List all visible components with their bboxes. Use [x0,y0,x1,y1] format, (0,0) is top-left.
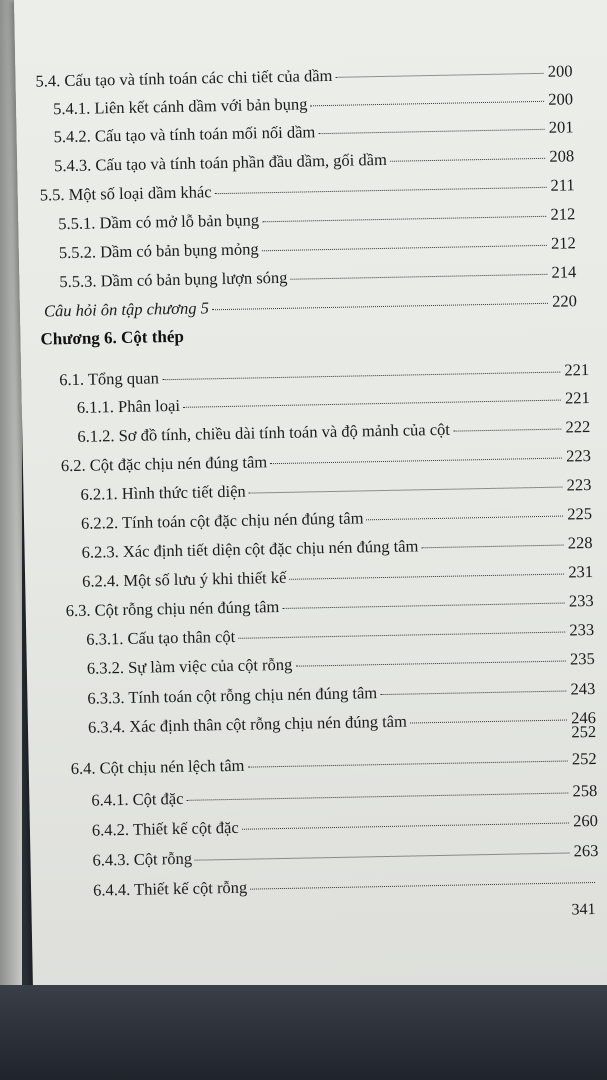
toc-entry-page: 235 [569,648,595,669]
toc-entry-title: 6.4. Cột chịu nén lệch tâm [70,755,245,779]
toc-entry-6-2-2 [81,504,592,534]
toc-entry-review-5 [44,291,577,321]
toc-entry-page: 214 [551,262,577,282]
toc-entry-page: 263 [573,840,599,861]
toc-entry-title: 6.3. Cột rỗng chịu nén đúng tâm [65,597,280,621]
toc-entry-6-2-3 [81,533,592,563]
toc-entry-page: 228 [567,532,593,553]
toc-entry-title: 6.2. Cột đặc chịu nén đúng tâm [60,452,268,476]
toc-entry-5-5-2 [59,233,576,263]
toc-entry-title: 6.3.1. Cấu tạo thân cột [86,626,236,649]
toc-entry-title: 6.3.2. Sự làm việc của cột rỗng [86,654,293,678]
book-page [14,0,607,1000]
toc-entry-page: 223 [565,446,592,466]
toc-entry-page: 243 [570,678,596,699]
toc-entry-6-3-3 [87,679,595,709]
toc-entry-page: 223 [566,475,592,495]
toc-entry-page: 208 [549,146,575,166]
toc-entry-6-1-2 [77,417,590,447]
toc-entry-5-4-2 [53,117,573,147]
toc-entry-page: 212 [550,204,576,224]
toc-entry-page: 200 [547,61,573,81]
toc-entry-page: 246 [570,707,597,728]
toc-entry-title: 5.5.2. Dầm có bản bụng mỏng [58,239,259,263]
toc-entry-page: 260 [572,810,599,831]
chapter-heading: Chương 6. Cột thép [40,326,185,349]
toc-entry-6-4-2 [92,811,598,841]
toc-entry-page: 252 [571,721,597,742]
toc-entry-page: 233 [569,619,595,640]
toc-entry-title: 5.4.2. Cấu tạo và tính toán mối nối dầm [53,122,316,147]
toc-entry-6-4-1 [91,781,597,811]
toc-entry-page: 212 [550,233,576,253]
toc-entry-6-4-4 [93,871,599,901]
toc-entry-title: 6.2.2. Tính toán cột đặc chịu nén đúng tâm [80,508,364,533]
toc-entry-title: 6.1. Tổng quan [59,368,160,390]
toc-entry-6-2 [61,446,591,476]
toc-entry-title: 6.1.1. Phân loại [76,395,181,417]
toc-entry-title: 6.3.4. Xác định thân cột rỗng chịu nén đúng tâm [87,711,408,737]
toc-entry-page: 211 [550,175,575,195]
toc-entry-title: 6.2.1. Hình thức tiết diện [80,481,246,504]
toc-entry-page: 233 [568,590,594,611]
toc-entry-6-1-1 [77,388,590,418]
toc-entry-6-4 [71,749,597,779]
toc-entry-title: 6.4.4. Thiết kế cột rỗng [92,877,248,900]
toc-entry-title: 5.4.1. Liên kết cánh dầm với bản bụng [52,94,308,119]
toc-entry-page: 221 [564,360,590,380]
toc-entry-title: 6.2.3. Xác định tiết diện cột đặc chịu nén đúng tâm [81,536,419,562]
toc-entry-title: 5.4.3. Cấu tạo và tính toán phần đầu dầm, gối dầm [54,149,387,176]
toc-entry-title: 6.1.2. Sơ đồ tính, chiều dài tính toán và độ mảnh của cột [77,419,451,446]
toc-entry-page: 200 [548,89,574,109]
toc-entry-5-4-1 [53,89,573,119]
toc-entry-page: 258 [572,780,598,801]
toc-entry-title: 6.3.3. Tính toán cột rỗng chịu nén đúng tâm [87,683,378,708]
toc-entry-title: 5.5.1. Dầm có mở lỗ bản bụng [58,210,260,234]
toc-entry-title: 5.5.3. Dầm có bản bụng lượn sóng [59,267,288,292]
toc-entry-6-4-3 [92,841,598,871]
toc-entry-5-4-3 [54,146,574,176]
toc-entry-6-1 [59,360,589,390]
toc-entry-page: 220 [551,291,578,311]
toc-entry-6-2-1 [80,475,591,505]
toc-entry-title: 6.4.3. Cột rỗng [92,848,193,870]
toc-entry-6-3-2 [87,649,595,679]
toc-entry-6-3 [66,591,594,621]
toc-entry-title: 6.4.1. Cột đặc [91,788,184,810]
toc-entry-6-2-4 [82,562,593,592]
toc-entry-5-5 [40,175,575,205]
toc-entry-title: Câu hỏi ôn tập chương 5 [43,298,210,321]
toc-entry-5-5-1 [58,204,575,234]
toc-entry-page: 225 [567,504,593,524]
toc-entry-page: 201 [548,117,574,137]
toc-entry-5-5-3 [59,262,576,292]
toc-entry-title: 6.4.2. Thiết kế cột đặc [91,817,239,840]
toc-entry-6-3-1 [86,620,594,650]
toc-entry-page: 252 [571,748,597,769]
toc-entry-5-4 [35,61,572,91]
toc-entry-page: 222 [565,417,591,437]
toc-entry-page: 221 [564,388,590,408]
toc-entry-page: 231 [568,561,594,582]
toc-entry-title: 5.4. Cấu tạo và tính toán các chi tiết của dầm [35,65,333,91]
toc-entry-title: 5.5. Một số loại dầm khác [39,182,212,205]
toc-entry-title: 6.2.4. Một số lưu ý khi thiết kế [81,567,287,591]
page-number: 341 [571,901,596,919]
background-fabric [0,985,607,1080]
